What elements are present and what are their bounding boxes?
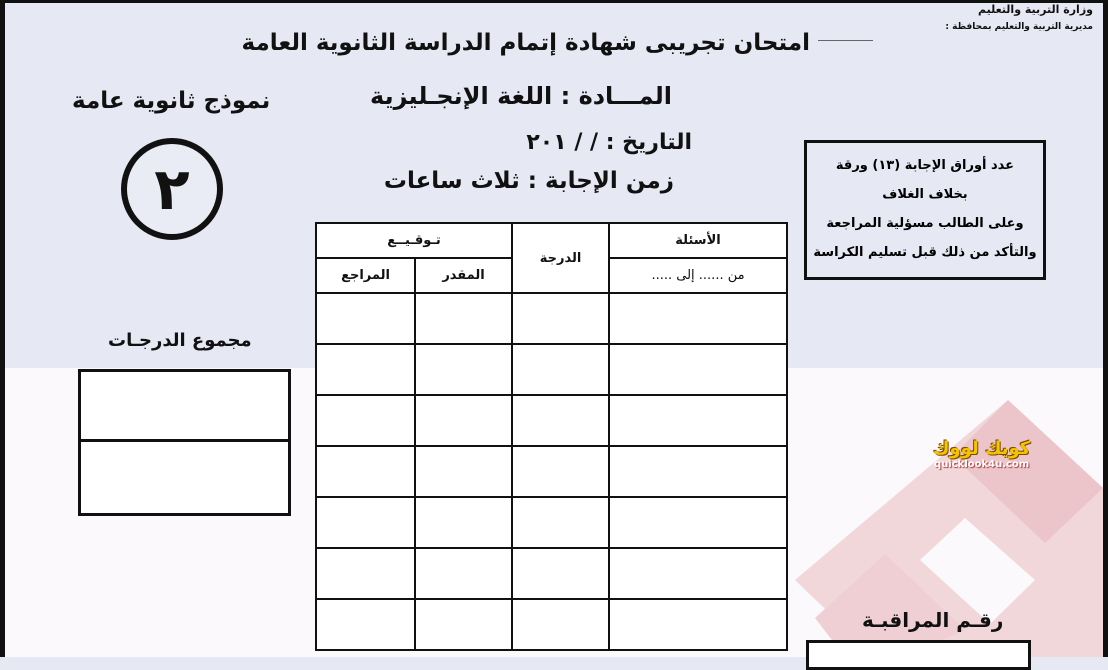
ministry-name: وزارة التربية والتعليم <box>978 3 1093 16</box>
questions-header: الأسئلة <box>609 223 787 258</box>
model-label: نموذج ثانوية عامة <box>72 88 271 114</box>
notice-line: بخلاف الغلاف <box>882 187 968 202</box>
subject-label: المـــادة : <box>560 82 672 110</box>
directorate-name: مديرية التربية والتعليم بمحافظة : <box>945 22 1093 32</box>
date-label: التاريخ : <box>605 130 692 155</box>
time-value: ثلاث ساعات <box>383 168 520 194</box>
signature-header: تـوقـيــع <box>316 223 512 258</box>
exam-title: امتحان تجريبى شهادة إتمام الدراسة الثانوية العامة <box>241 30 810 56</box>
grade-header: الدرجة <box>512 223 609 293</box>
notice-line: وعلى الطالب مسؤلية المراجعة <box>826 216 1024 231</box>
questions-range-header: من ...... إلى ..... <box>609 258 787 293</box>
notice-line: عدد أوراق الإجابة (١٣) ورقة <box>835 158 1015 173</box>
time-label: زمن الإجابة : <box>527 168 674 194</box>
subject-value: اللغة الإنجـليزية <box>370 82 553 110</box>
reviewer-header: المراجع <box>316 258 415 293</box>
watermark-english: quicklook4u.com <box>934 459 1030 470</box>
notice-line: والتأكد من ذلك قبل تسليم الكراسة <box>813 245 1037 260</box>
grades-total-label: مجموع الدرجـات <box>108 330 252 351</box>
date-value: / / ٢٠١ <box>526 130 599 155</box>
monitor-number-label: رقـم المراقبـة <box>862 608 1004 632</box>
model-number: ٢ <box>154 155 190 223</box>
watermark-arabic: كويك لووك <box>933 438 1031 459</box>
grader-header: المقدر <box>415 258 512 293</box>
